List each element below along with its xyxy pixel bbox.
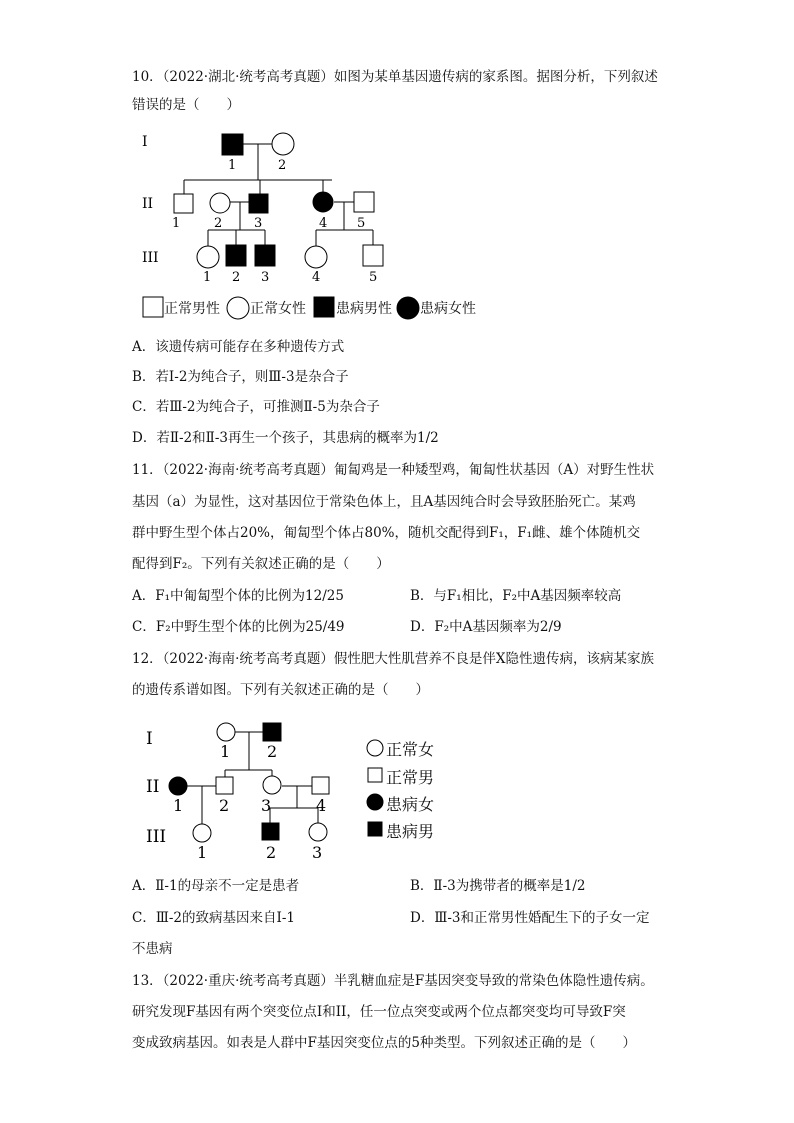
q10-II1-normal-male <box>174 194 193 213</box>
q10-option-b[interactable]: B．若Ⅰ-2为纯合子，则Ⅲ-3是杂合子 <box>132 369 349 385</box>
q12-III1-normal-female <box>193 824 211 842</box>
q12-legend-affected-female: 患病女 <box>386 795 435 814</box>
q13-stem-line1: 13．（2022·重庆·统考高考真题）半乳糖血症是F基因突变导致的常染色体隐性遗传病。 <box>132 973 654 989</box>
q12-gen-label-2: II <box>146 777 160 797</box>
q10-num-II2: 2 <box>214 216 223 231</box>
q12-III2-affected-male <box>262 823 279 840</box>
q12-legend-affected-female-symbol <box>367 794 383 810</box>
q12-num-III2: 2 <box>266 843 277 862</box>
q13-stem-line2: 研究发现F基因有两个突变位点I和II，任一位点突变或两个位点都突变均可导致F突 <box>132 1004 626 1020</box>
q12-legend-normal-female-symbol <box>367 740 383 756</box>
q12-legend-affected-male: 患病男 <box>386 822 435 841</box>
q10-II4-affected-female <box>313 192 333 212</box>
q10-num-III3: 3 <box>261 270 270 285</box>
q10-option-c[interactable]: C．若Ⅲ-2为纯合子，可推测Ⅱ-5为杂合子 <box>132 399 380 415</box>
q10-gen-label-1: I <box>142 134 148 150</box>
q10-III5-normal-male <box>363 245 383 266</box>
q10-legend-normal-male-symbol <box>143 297 163 317</box>
q10-num-III1: 1 <box>203 270 212 285</box>
q10-II2-normal-female <box>210 193 230 213</box>
q10-legend-affected-female-symbol <box>397 297 419 319</box>
q10-I1-affected-male <box>222 134 243 155</box>
q12-num-II1: 1 <box>173 796 184 815</box>
q10-legend-normal-female: 正常女性 <box>250 301 306 317</box>
q12-legend-normal-male: 正常男 <box>386 768 435 787</box>
q12-stem-line1: 12．（2022·海南·统考高考真题）假性肥大性肌营养不良是伴X隐性遗传病，该病某家族 <box>132 651 654 667</box>
q12-I1-normal-female <box>217 723 235 741</box>
q12-option-d[interactable]: D．Ⅲ-3和正常男性婚配生下的子女一定 <box>410 910 650 926</box>
q11-option-d[interactable]: D．F₂中A基因频率为2/9 <box>410 619 562 635</box>
q12-II1-affected-female <box>169 777 187 795</box>
q10-num-I2: 2 <box>278 158 287 173</box>
q12-stem-line2: 的遗传系谱如图。下列有关叙述正确的是（ ） <box>132 682 429 698</box>
q10-III4-normal-female <box>305 246 327 268</box>
q11-option-c[interactable]: C．F₂中野生型个体的比例为25/49 <box>132 619 345 635</box>
q12-legend-normal-female: 正常女 <box>386 740 435 759</box>
q12-option-b[interactable]: B．Ⅱ-3为携带者的概率是1/2 <box>410 878 586 894</box>
q10-num-II1: 1 <box>172 216 181 231</box>
q13-stem-line3: 变成致病基因。如表是人群中F基因突变位点的5种类型。下列叙述正确的是（ ） <box>132 1035 636 1051</box>
q12-gen-label-1: I <box>146 729 153 749</box>
q11-stem-line2: 基因（a）为显性，这对基因位于常染色体上，且A基因纯合时会导致胚胎死亡。某鸡 <box>132 494 636 510</box>
q10-legend-normal-female-symbol <box>227 297 249 319</box>
q12-I2-affected-male <box>263 723 281 741</box>
q10-legend-affected-male: 患病男性 <box>336 301 392 317</box>
q12-num-I1: 1 <box>220 742 231 761</box>
q11-stem-line4: 配得到F₂。下列有关叙述正确的是（ ） <box>132 556 390 572</box>
q12-num-II2: 2 <box>219 796 230 815</box>
q12-legend-normal-male-symbol <box>368 768 382 782</box>
q10-I2-normal-female <box>272 133 294 155</box>
q10-stem-line1: 10．（2022·湖北·统考高考真题）如图为某单基因遗传病的家系图。据图分析，下列叙述 <box>132 69 658 85</box>
q10-III3-affected-male <box>255 245 275 266</box>
q10-pedigree <box>132 124 492 299</box>
q10-gen-label-2: II <box>142 196 154 212</box>
q10-legend-normal-male: 正常男性 <box>164 301 220 317</box>
q10-num-II3: 3 <box>254 216 263 231</box>
q10-num-II4: 4 <box>319 216 328 231</box>
q12-gen-label-3: III <box>146 827 167 847</box>
q12-II2-normal-male <box>216 777 233 794</box>
q12-II4-normal-male <box>312 777 329 794</box>
q12-II3-normal-female <box>263 776 281 794</box>
q10-legend-affected-female: 患病女性 <box>420 301 476 317</box>
q10-gen-label-3: III <box>142 250 159 266</box>
q10-num-III4: 4 <box>312 270 321 285</box>
q12-num-III1: 1 <box>197 843 208 862</box>
q12-legend <box>366 736 476 846</box>
q12-num-II3: 3 <box>261 796 272 815</box>
q10-num-I1: 1 <box>228 158 237 173</box>
q12-num-II4: 4 <box>316 796 327 815</box>
q10-option-a[interactable]: A．该遗传病可能存在多种遗传方式 <box>132 339 345 355</box>
q12-option-a[interactable]: A．Ⅱ-1的母亲不一定是患者 <box>132 878 300 894</box>
q12-num-I2: 2 <box>267 742 278 761</box>
q10-legend-affected-male-symbol <box>314 297 334 317</box>
q12-legend-affected-male-symbol <box>368 822 382 836</box>
q12-III3-normal-female <box>309 823 327 841</box>
q10-III2-affected-male <box>226 245 246 266</box>
q10-II3-affected-male <box>249 194 268 213</box>
q10-III1-normal-female <box>197 246 219 268</box>
q12-option-c[interactable]: C．Ⅲ-2的致病基因来自Ⅰ-1 <box>132 910 295 926</box>
q12-option-d-continued: 不患病 <box>132 941 173 957</box>
q10-num-III5: 5 <box>369 270 378 285</box>
q10-stem-line2: 错误的是（ ） <box>132 97 240 113</box>
q11-option-b[interactable]: B．与F₁相比，F₂中A基因频率较高 <box>410 588 622 604</box>
q10-legend <box>142 296 502 322</box>
q11-stem-line1: 11．（2022·海南·统考高考真题）匍匐鸡是一种矮型鸡，匍匐性状基因（A）对野生性状 <box>132 462 655 478</box>
q12-num-III3: 3 <box>312 843 323 862</box>
q10-num-III2: 2 <box>232 270 241 285</box>
q11-option-a[interactable]: A．F₁中匍匐型个体的比例为12/25 <box>132 588 344 604</box>
q10-II5-normal-male <box>354 192 374 212</box>
q10-num-II5: 5 <box>357 216 366 231</box>
q11-stem-line3: 群中野生型个体占20%，匍匐型个体占80%，随机交配得到F₁，F₁雌、雄个体随机交 <box>132 525 641 541</box>
q10-option-d[interactable]: D．若Ⅱ-2和Ⅱ-3再生一个孩子，其患病的概率为1/2 <box>132 430 439 446</box>
